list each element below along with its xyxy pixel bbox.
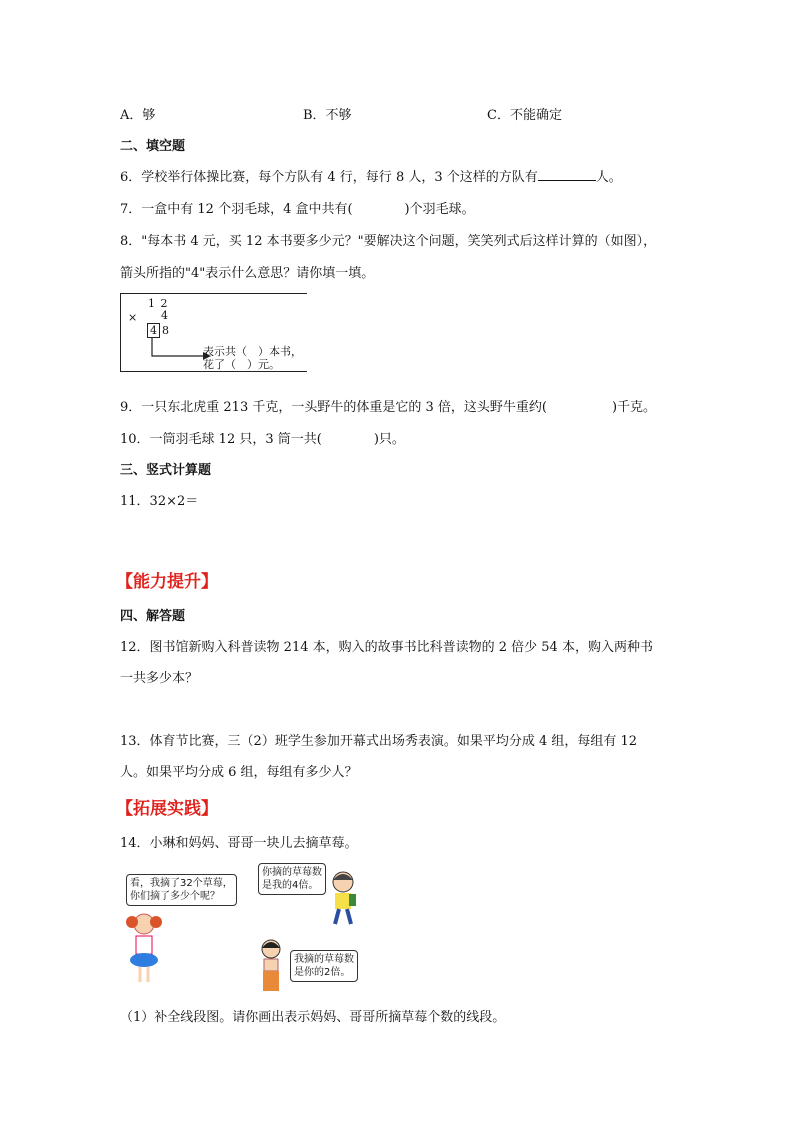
girl-line2: 你们摘了多少个呢？ [130,891,220,902]
section-solve: 四、解答题 [120,609,186,624]
question-10: 10．一筒羽毛球 12 只，3 筒一共( )只。 [120,432,405,447]
question-6 [120,166,622,185]
mom-line2: 是你的2倍。 [294,967,351,978]
question-13-line1: 13．体育节比赛，三（2）班学生参加开幕式出场秀表演。如果平均分成 4 组，每组有 12 [120,734,638,749]
boxed-digit: 4 [147,323,160,338]
arrow-icon [151,338,211,363]
q6-text: 6．学校举行体操比赛，每个方队有 4 行，每行 8 人，3 个这样的方队有 [120,170,538,185]
question-9: 9．一只东北虎重 213 千克，一头野牛的体重是它的 3 倍，这头野牛重约( )千克。 [120,400,657,415]
answer-blank[interactable] [538,179,596,181]
mom-figure-icon [253,938,289,994]
option-a: A．够 [120,108,156,123]
calc-digit: 8 [162,324,169,337]
girl-line1: 看，我摘了32个草莓， [130,878,233,889]
question-8-line2: 箭头所指的"4"表示什么意思？请你填一填。 [120,266,375,281]
calc-row1: 1 2 [148,297,169,310]
strawberry-illustration [118,858,368,993]
question-14-part1: （1）补全线段图。请你画出表示妈妈、哥哥所摘草莓个数的线段。 [120,1010,506,1025]
girl-speech-bubble [126,874,237,906]
times-sign: × [128,311,138,324]
heading-extend: 【拓展实践】 [116,799,218,819]
mom-speech-bubble [290,950,358,982]
question-12-line2: 一共多少本？ [120,671,199,686]
question-12-line1: 12．图书馆新购入科普读物 214 本，购入的故事书比科普读物的 2 倍少 54 本，购入两种书 [120,640,653,655]
q6-end: 人。 [595,170,622,185]
section-vertical-calc: 三、竖式计算题 [120,463,212,478]
figure-label-1: 表示共（ ）本书， [203,345,302,358]
option-b: B．不够 [303,108,352,123]
girl-figure-icon [118,910,178,995]
question-14: 14．小琳和妈妈、哥哥一块儿去摘草莓。 [120,836,358,851]
section-fill-blank: 二、填空题 [120,139,186,154]
option-c: C．不能确定 [487,108,562,123]
boy-line2: 是我的4倍。 [262,880,319,891]
question-13-line2: 人。如果平均分成 6 组，每组有多少人？ [120,765,358,780]
q5-options [120,104,562,123]
question-11: 11．32×2＝ [120,494,199,509]
multiplication-figure [120,293,307,372]
boy-speech-bubble [258,863,326,895]
question-8-line1: 8．"每本书 4 元，买 12 本书要多少元？"要解决这个问题，笑笑列式后这样计算的（如图）， [120,234,657,249]
boy-figure-icon [323,868,365,928]
calc-row2: 4 [161,309,168,322]
boy-line1: 你摘的草莓数 [262,867,322,878]
mom-line1: 我摘的草莓数 [294,954,354,965]
question-7: 7．一盒中有 12 个羽毛球，4 盒中共有( )个羽毛球。 [120,202,475,217]
heading-ability: 【能力提升】 [116,572,218,592]
figure-label-2: 花了（ ）元。 [203,358,280,371]
